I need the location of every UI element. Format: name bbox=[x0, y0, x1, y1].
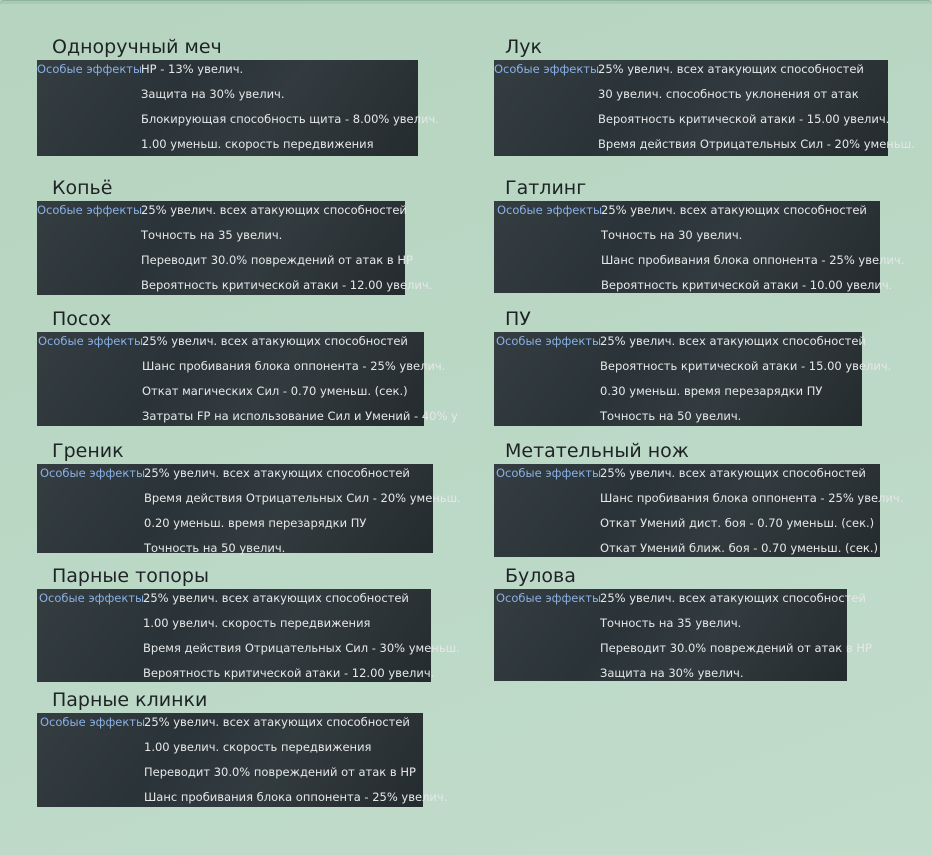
effect-line: Время действия Отрицательных Сил - 30% уменьш. bbox=[143, 641, 460, 655]
effects-label: Особые эффекты bbox=[40, 466, 146, 480]
effect-line: Время действия Отрицательных Сил - 20% уменьш. bbox=[598, 137, 915, 151]
effect-line: 1.00 уменьш. скорость передвижения bbox=[141, 137, 374, 151]
effects-label: Особые эффекты bbox=[38, 334, 144, 348]
effect-line: Переводит 30.0% повреждений от атак в HP bbox=[144, 765, 416, 779]
effect-line: 25% увелич. всех атакующих способностей bbox=[601, 203, 867, 217]
effect-line: Шанс пробивания блока оппонента - 25% увелич. bbox=[142, 359, 446, 373]
effect-line: Точность на 35 увелич. bbox=[600, 616, 742, 630]
weapon-title: Греник bbox=[52, 440, 124, 462]
weapon-title: ПУ bbox=[505, 308, 531, 330]
effects-label: Особые эффекты bbox=[496, 466, 602, 480]
weapon-title: Гатлинг bbox=[505, 177, 587, 199]
weapon-title: Одноручный меч bbox=[52, 36, 222, 58]
effect-line: 25% увелич. всех атакующих способностей bbox=[142, 334, 408, 348]
effect-line: Точность на 35 увелич. bbox=[141, 228, 283, 242]
effects-panel bbox=[494, 60, 915, 156]
effects-label: Особые эффекты bbox=[37, 203, 143, 217]
effects-panel bbox=[37, 464, 461, 555]
effects-panel bbox=[37, 589, 460, 682]
effects-panel bbox=[494, 589, 872, 681]
effect-line: Точность на 50 увелич. bbox=[600, 409, 742, 423]
effect-line: 30 увелич. способность уклонения от атак bbox=[598, 87, 859, 101]
effect-line: Защита на 30% увелич. bbox=[600, 666, 744, 680]
effect-line: Переводит 30.0% повреждений от атак в HP bbox=[141, 253, 413, 267]
effect-line: Шанс пробивания блока оппонента - 25% увелич. bbox=[144, 790, 448, 804]
weapon-title: Посох bbox=[52, 308, 112, 330]
effects-label: Особые эффекты bbox=[37, 62, 143, 76]
effects-panel bbox=[37, 60, 439, 156]
effect-line: 25% увелич. всех атакующих способностей bbox=[600, 591, 866, 605]
effects-label: Особые эффекты bbox=[40, 715, 146, 729]
effects-label: Особые эффекты bbox=[496, 334, 602, 348]
effect-line: 25% увелич. всех атакующих способностей bbox=[143, 591, 409, 605]
effect-line: Шанс пробивания блока оппонента - 25% увелич. bbox=[601, 253, 905, 267]
effects-panel bbox=[37, 713, 448, 807]
effects-panel bbox=[37, 201, 433, 295]
effect-line: 0.30 уменьш. время перезарядки ПУ bbox=[600, 384, 823, 398]
weapon-title: Копьё bbox=[52, 177, 113, 199]
effect-line: 0.20 уменьш. время перезарядки ПУ bbox=[144, 516, 367, 530]
effect-line: Вероятность критической атаки - 10.00 увелич. bbox=[601, 278, 893, 292]
effects-panel bbox=[494, 332, 892, 426]
effect-line: 25% увелич. всех атакующих способностей bbox=[600, 334, 866, 348]
effect-line: Вероятность критической атаки - 15.00 увелич. bbox=[600, 359, 892, 373]
weapon-title: Лук bbox=[505, 36, 543, 58]
effect-line: HP - 13% увелич. bbox=[141, 62, 244, 76]
effect-line: Время действия Отрицательных Сил - 20% уменьш. bbox=[144, 491, 461, 505]
effect-line: Откат магических Сил - 0.70 уменьш. (сек.) bbox=[142, 384, 408, 398]
effect-line: 1.00 увелич. скорость передвижения bbox=[144, 740, 372, 754]
effects-panel bbox=[494, 464, 904, 557]
effects-label: Особые эффекты bbox=[39, 591, 145, 605]
effect-line: 25% увелич. всех атакующих способностей bbox=[144, 466, 410, 480]
effect-line: Вероятность критической атаки - 12.00 увелич. bbox=[143, 666, 435, 680]
effects-label: Особые эффекты bbox=[497, 203, 603, 217]
effect-line: 25% увелич. всех атакующих способностей bbox=[600, 466, 866, 480]
effects-label: Особые эффекты bbox=[494, 62, 600, 76]
effect-line: Затраты FP на использование Сил и Умений - 40% у bbox=[142, 409, 458, 423]
window-frame bbox=[0, 0, 932, 4]
weapon-title: Парные клинки bbox=[52, 689, 208, 711]
weapon-title: Парные топоры bbox=[52, 565, 209, 587]
effects-label: Особые эффекты bbox=[496, 591, 602, 605]
effect-line: 25% увелич. всех атакующих способностей bbox=[141, 203, 407, 217]
effect-line: Точность на 30 увелич. bbox=[601, 228, 743, 242]
effect-line: Блокирующая способность щита - 8.00% увелич. bbox=[141, 112, 439, 126]
effect-line: Шанс пробивания блока оппонента - 25% увелич. bbox=[600, 491, 904, 505]
effects-panel bbox=[37, 332, 458, 426]
effect-line: Вероятность критической атаки - 12.00 увелич. bbox=[141, 278, 433, 292]
weapon-title: Булова bbox=[505, 565, 576, 587]
effect-line: Защита на 30% увелич. bbox=[141, 87, 285, 101]
effect-line: 25% увелич. всех атакующих способностей bbox=[144, 715, 410, 729]
effect-line: Точность на 50 увелич. bbox=[144, 541, 286, 555]
effect-line: 1.00 увелич. скорость передвижения bbox=[143, 616, 371, 630]
effects-panel bbox=[494, 201, 905, 293]
effect-line: Откат Умений ближ. боя - 0.70 уменьш. (сек.) bbox=[600, 541, 878, 555]
weapon-title: Метательный нож bbox=[505, 440, 689, 462]
effect-line: Откат Умений дист. боя - 0.70 уменьш. (сек.) bbox=[600, 516, 875, 530]
effect-line: Вероятность критической атаки - 15.00 увелич. bbox=[598, 112, 890, 126]
effect-line: Переводит 30.0% повреждений от атак в HP bbox=[600, 641, 872, 655]
effect-line: 25% увелич. всех атакующих способностей bbox=[598, 62, 864, 76]
